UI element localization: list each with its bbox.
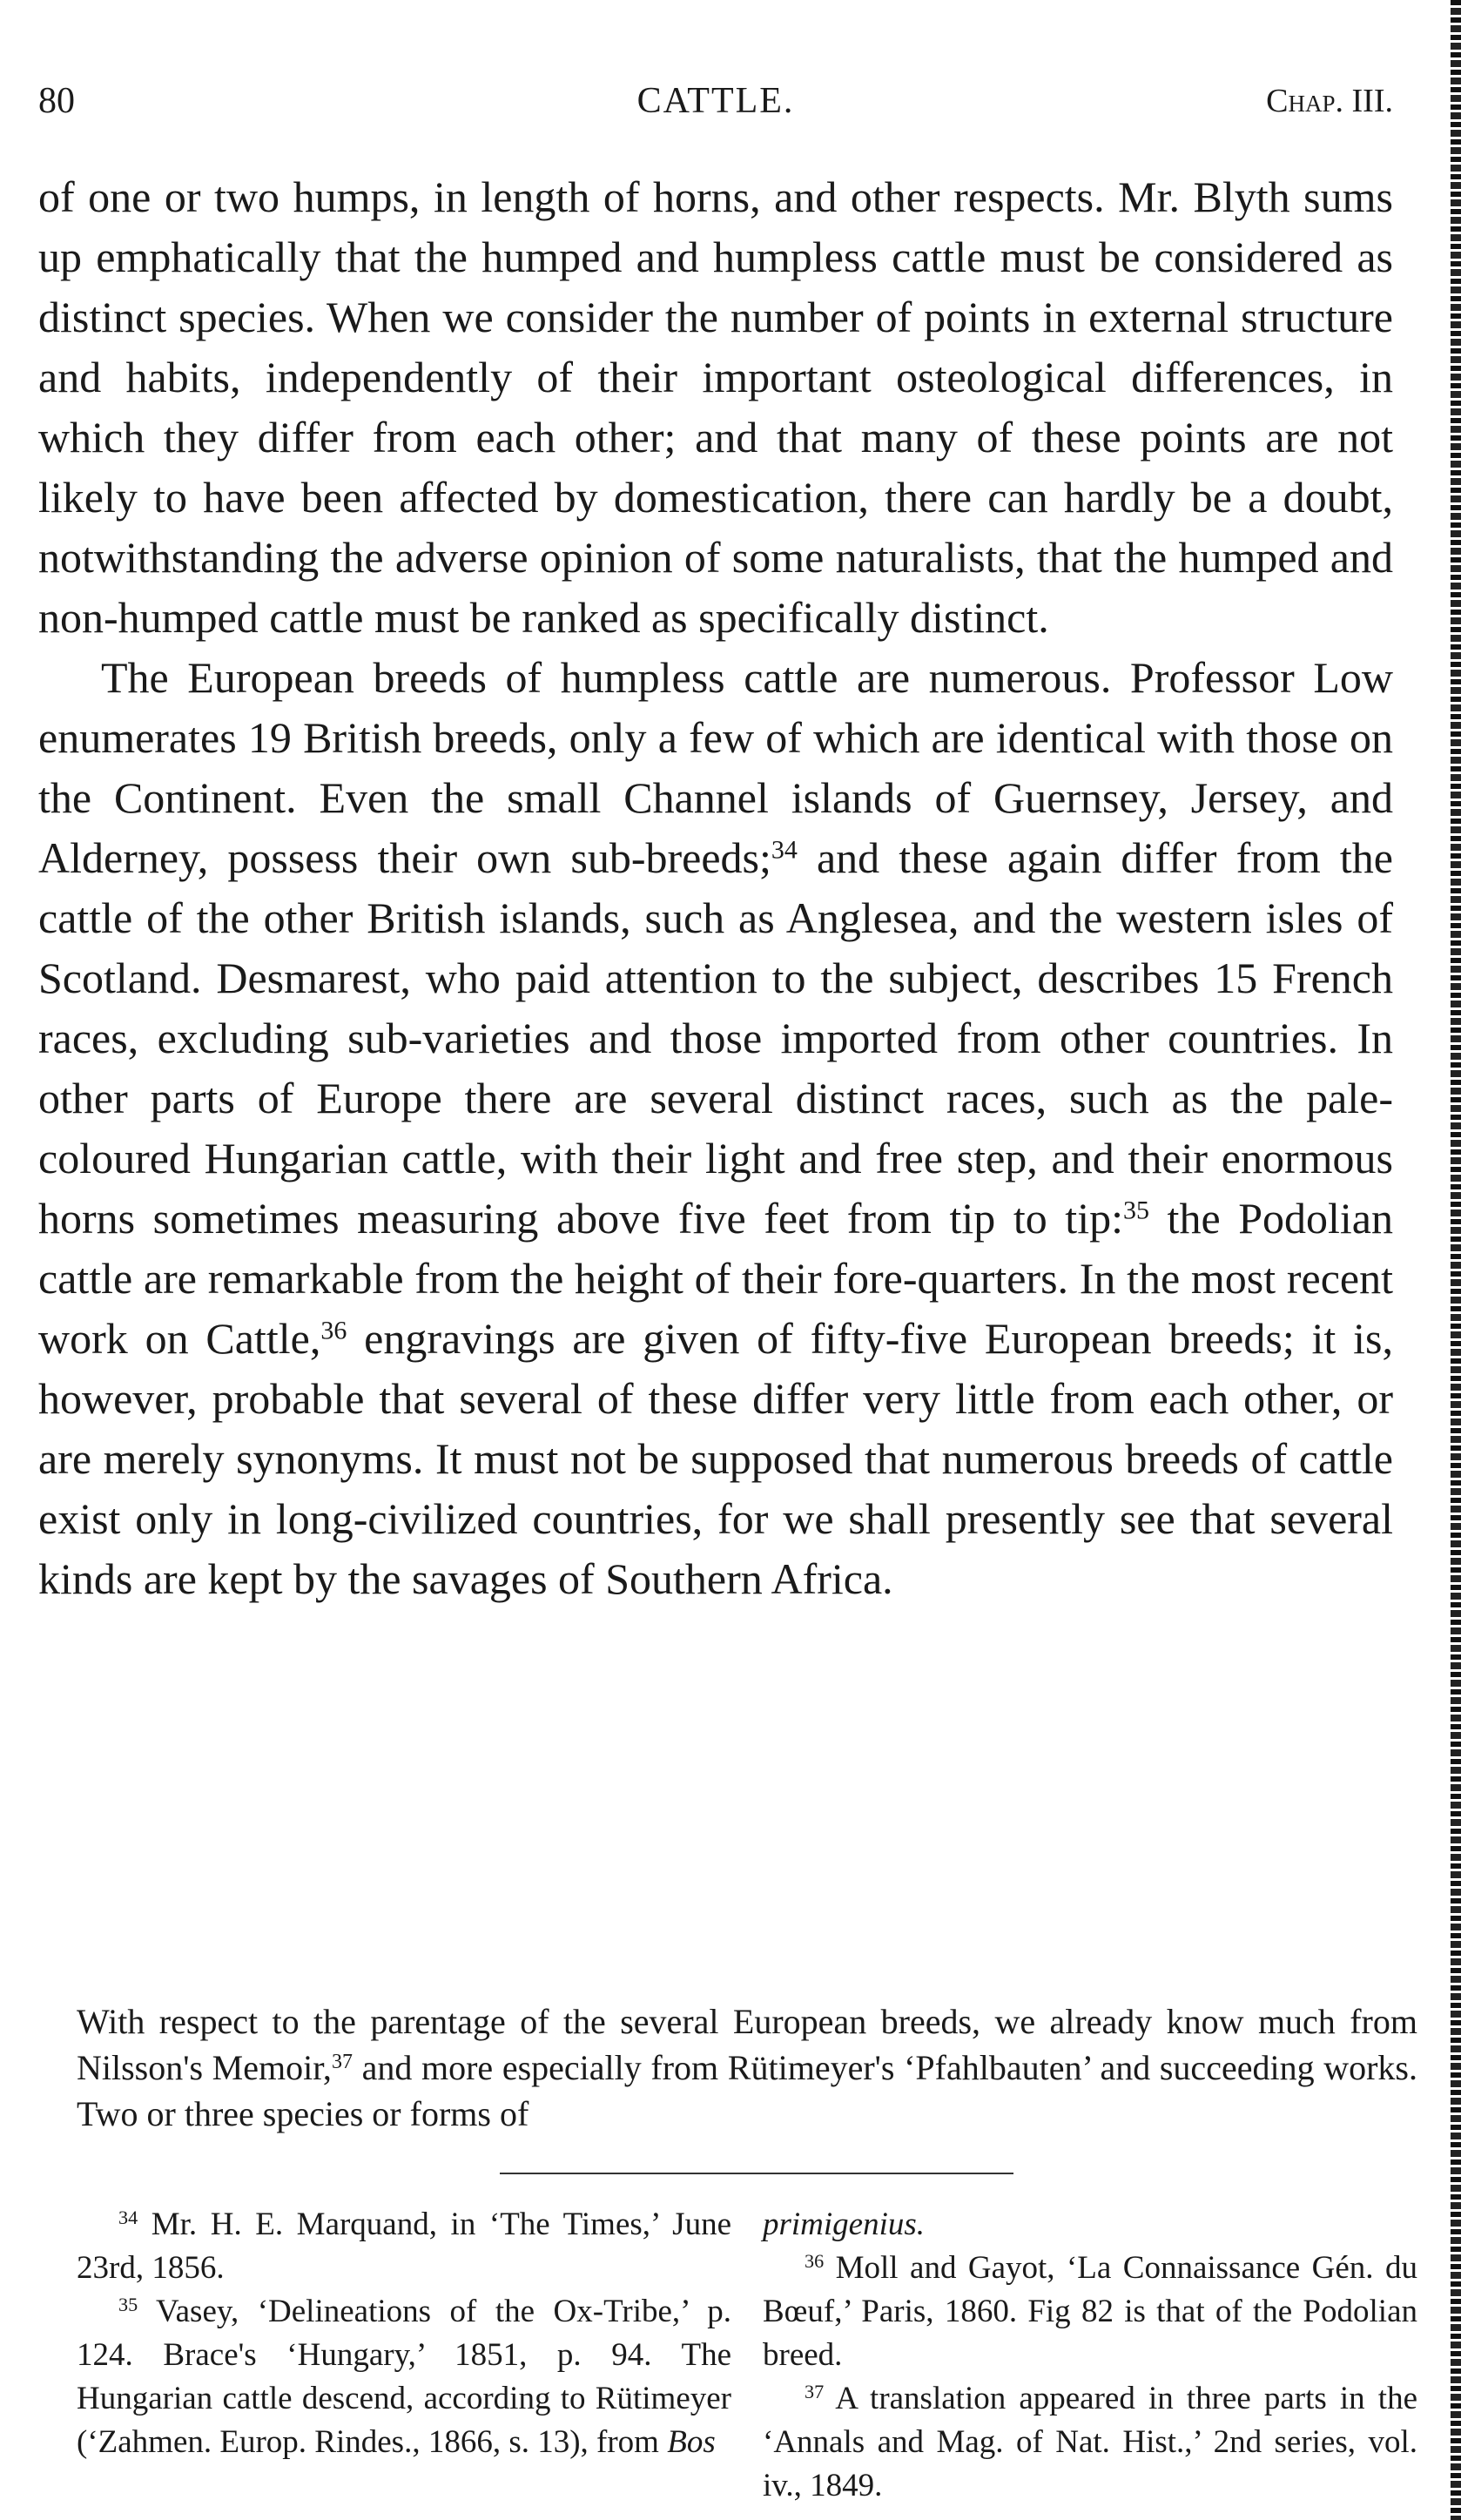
footnote-35: [77, 2290, 731, 2464]
species-name: primigenius.: [763, 2207, 926, 2242]
footnote-number: 35: [118, 2293, 138, 2315]
footnotes: [77, 2203, 1417, 2508]
main-text: [38, 167, 1393, 1609]
running-title: CATTLE.: [636, 81, 795, 121]
running-head: [38, 77, 1393, 125]
footnote-ref-36[interactable]: 36: [320, 1316, 347, 1345]
footnote-text: Vasey, ‘Delineations of the Ox-Tribe,’ p. 124. Brace's ‘Hungary,’ 1851, p. 94. The Hungarian cattle descend, according to Rütimeyer (‘Zahmen. Europ. Rindes., 1866, s. 13), from: [77, 2294, 731, 2460]
paragraph-continued: of one or two humps, in length of horns, and other respects. Mr. Blyth sums up emphatically that the humped and humpless cattle must be considered as distinct species. When we consider the number of points in external structure and habits, independently of their important osteological differences, in which they differ from each other; and that many of these points are not likely to have been affected by domestication, there can hardly be a doubt, notwithstanding the adverse opinion of some naturalists, that the humped and non-humped cattle must be ranked as specifically distinct.: [38, 172, 1393, 642]
footnote-number: 37: [805, 2380, 825, 2402]
chapter-label: Chap. III.: [1266, 83, 1393, 119]
footnote-column-left: [77, 2203, 731, 2508]
footnote-text: A translation appeared in three parts in the ‘Annals and Mag. of Nat. Hist.,’ 2nd series, vol. iv., 1849.: [763, 2381, 1417, 2503]
footnote-text: Moll and Gayot, ‘La Connaissance Gén. du Bœuf,’ Paris, 1860. Fig 82 is that of the Podolian breed.: [763, 2250, 1417, 2373]
footnote-number: 34: [118, 2206, 138, 2228]
footnote-text: Mr. H. E. Marquand, in ‘The Times,’ June 23rd, 1856.: [77, 2207, 731, 2286]
parentage-paragraph: [77, 1998, 1417, 2137]
page-number: 80: [38, 81, 75, 121]
paragraph-text: The European breeds of humpless cattle are numerous. Professor Low enumerates 19 British breeds, only a few of which are identical with those on the Continent. Even the small Channel islands of Guernsey, Jersey, and Alderney, possess their own sub-breeds;: [38, 653, 1393, 882]
paragraph-text: engravings are given of fifty-five European breeds; it is, however, probable that several of these differ very little from each other, or are merely synonyms. It must not be supposed that numerous breeds of cattle exist only in long-civilized countries, for we shall presently see that several kinds are kept by the savages of Southern Africa.: [38, 1314, 1393, 1603]
paragraph-european-breeds: [38, 648, 1393, 1609]
footnote-36: [763, 2247, 1417, 2377]
footnote-column-right: [763, 2203, 1417, 2508]
species-name: Bos: [667, 2424, 716, 2460]
footnote-37: [763, 2377, 1417, 2508]
paragraph-text: and more especially from Rütimeyer's ‘Pfahlbauten’ and succeeding works. Two or three species or forms of: [77, 2048, 1417, 2133]
footnote-number: 36: [805, 2249, 825, 2272]
footnote-ref-35[interactable]: 35: [1122, 1196, 1149, 1225]
small-type-paragraph: [77, 1998, 1417, 2137]
footnote-ref-37[interactable]: 37: [331, 2050, 353, 2073]
paragraph-text: the Podolian cattle are remarkable from the height of their fore-quarters. In the most recent work on Cattle,: [38, 1194, 1393, 1363]
footnote-35-continued: [763, 2203, 1417, 2247]
footnote-ref-34[interactable]: 34: [771, 835, 798, 865]
page-edge-scan-artifact: [1451, 0, 1461, 2520]
footnote-divider: [500, 2173, 1013, 2174]
paragraph-text: and these again differ from the cattle of the other British islands, such as Anglesea, and the western isles of Scotland. Desmarest, who paid attention to the subject, describes 15 French races, excluding sub-varieties and those imported from other countries. In other parts of Europe there are several distinct races, such as the pale-coloured Hungarian cattle, with their light and free step, and their enormous horns sometimes measuring above five feet from tip to tip:: [38, 833, 1393, 1243]
paragraph-text: With respect to the parentage of the several European breeds, we already know much from Nilsson's Memoir,: [77, 2002, 1417, 2087]
footnote-34: [77, 2203, 731, 2290]
